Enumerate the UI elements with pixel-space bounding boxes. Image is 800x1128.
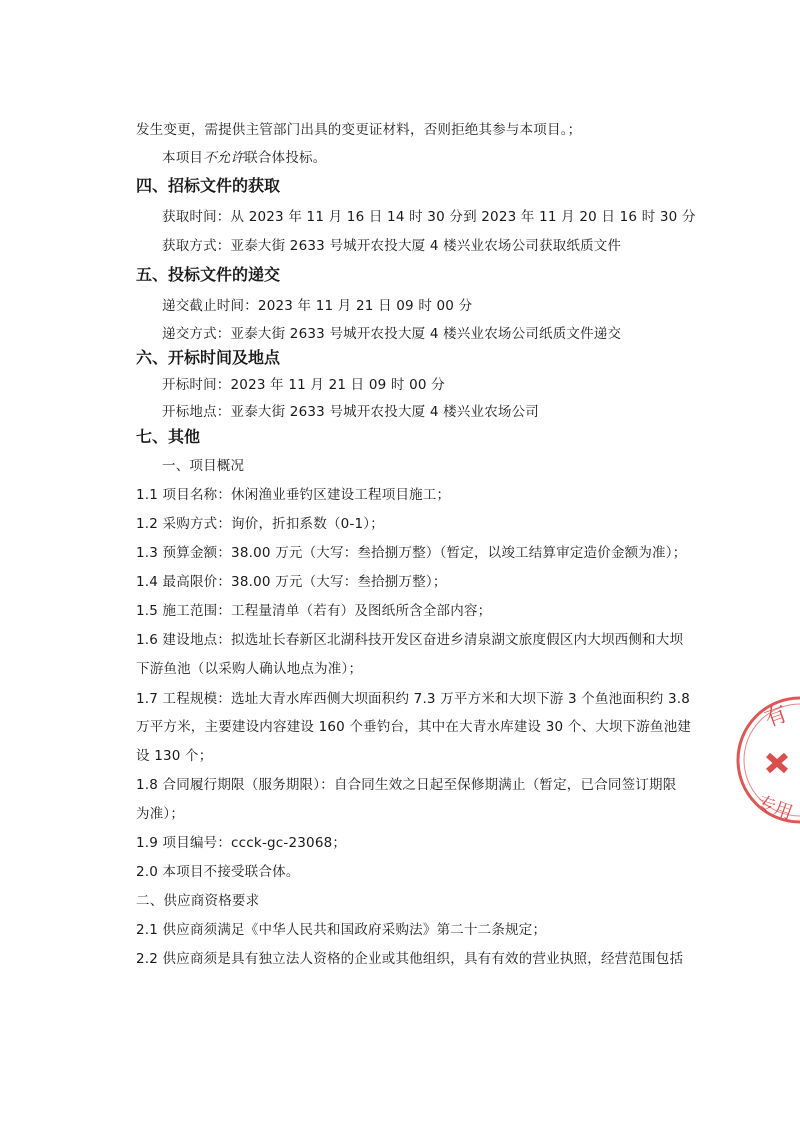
intro-paragraph-line: 发生变更，需提供主管部门出具的变更证材料，否则拒绝其参与本项目。； xyxy=(136,122,582,138)
subsection-supplier-qualifications: 二、供应商资格要求 xyxy=(136,893,260,909)
official-seal-icon xyxy=(728,685,800,835)
item-1-7-line-3: 设 130 个； xyxy=(136,748,213,764)
opening-time: 开标时间：2023 年 11 月 21 日 09 时 00 分 xyxy=(162,377,445,393)
section-7-heading: 七、其他 xyxy=(136,427,201,446)
submission-method: 递交方式：亚泰大街 2633 号城开农投大厦 4 楼兴业农场公司纸质文件递交 xyxy=(162,326,622,342)
seal-text-bottom: 专用 xyxy=(754,791,796,825)
item-1-7-line-1: 1.7 工程规模：选址大青水库西侧大坝面积约 7.3 万平方米和大坝下游 3 个鱼池面积约 3.8 xyxy=(136,691,691,707)
item-1-8-line-1: 1.8 合同履行期限（服务期限）：自合同生效之日起至保修期满止（暂定，已合同签订期限 xyxy=(136,777,677,793)
item-1-5: 1.5 施工范围：工程量清单（若有）及图纸所含全部内容； xyxy=(136,603,492,619)
item-1-6-line-2: 下游鱼池（以采购人确认地点为准）； xyxy=(136,661,363,677)
item-1-2: 1.2 采购方式：询价，折扣系数（0-1）； xyxy=(136,516,384,532)
item-1-9: 1.9 项目编号：ccck-gc-23068； xyxy=(136,835,347,851)
item-1-1: 1.1 项目名称：休闲渔业垂钓区建设工程项目施工； xyxy=(136,487,451,503)
subsection-project-overview: 一、项目概况 xyxy=(162,458,245,474)
seal-text-top: 有 xyxy=(761,701,791,733)
item-1-3: 1.3 预算金额：38.00 万元（大写：叁拾捌万整）（暂定，以竣工结算审定造价金额为准）； xyxy=(136,545,687,561)
joint-bid-statement xyxy=(162,149,326,167)
item-2-0: 2.0 本项目不接受联合体。 xyxy=(136,864,300,880)
item-1-6-line-1: 1.6 建设地点：拟选址长春新区北湖科技开发区奋进乡清泉湖文旅度假区内大坝西侧和大坝 xyxy=(136,632,684,648)
submission-deadline: 递交截止时间：2023 年 11 月 21 日 09 时 00 分 xyxy=(162,298,473,314)
item-2-2: 2.2 供应商须是具有独立法人资格的企业或其他组织，具有有效的营业执照，经营范围包括 xyxy=(136,951,684,967)
opening-place: 开标地点：亚泰大街 2633 号城开农投大厦 4 楼兴业农场公司 xyxy=(162,404,540,420)
item-1-8-line-2: 为准）； xyxy=(136,806,185,822)
item-1-4: 1.4 最高限价：38.00 万元（大写：叁拾捌万整）； xyxy=(136,574,447,590)
joint-bid-suffix: 联合体投标。 xyxy=(244,150,327,166)
section-6-heading: 六、开标时间及地点 xyxy=(136,348,281,367)
section-5-heading: 五、投标文件的递交 xyxy=(136,265,281,284)
item-1-7-line-2: 万平方米，主要建设内容建设 160 个垂钓台，其中在大青水库建设 30 个、大坝下游鱼池建 xyxy=(136,719,692,735)
item-2-1: 2.1 供应商须满足《中华人民共和国政府采购法》第二十二条规定； xyxy=(136,922,547,938)
section-4-heading: 四、招标文件的获取 xyxy=(136,176,281,195)
joint-bid-emphasis: 不允许 xyxy=(203,150,245,166)
tender-doc-method: 获取方式：亚泰大街 2633 号城开农投大厦 4 楼兴业农场公司获取纸质文件 xyxy=(162,238,622,254)
joint-bid-prefix: 本项目 xyxy=(162,150,204,166)
tender-doc-time: 获取时间：从 2023 年 11 月 16 日 14 时 30 分到 2023 年 11 月 20 日 16 时 30 分 xyxy=(162,209,696,225)
